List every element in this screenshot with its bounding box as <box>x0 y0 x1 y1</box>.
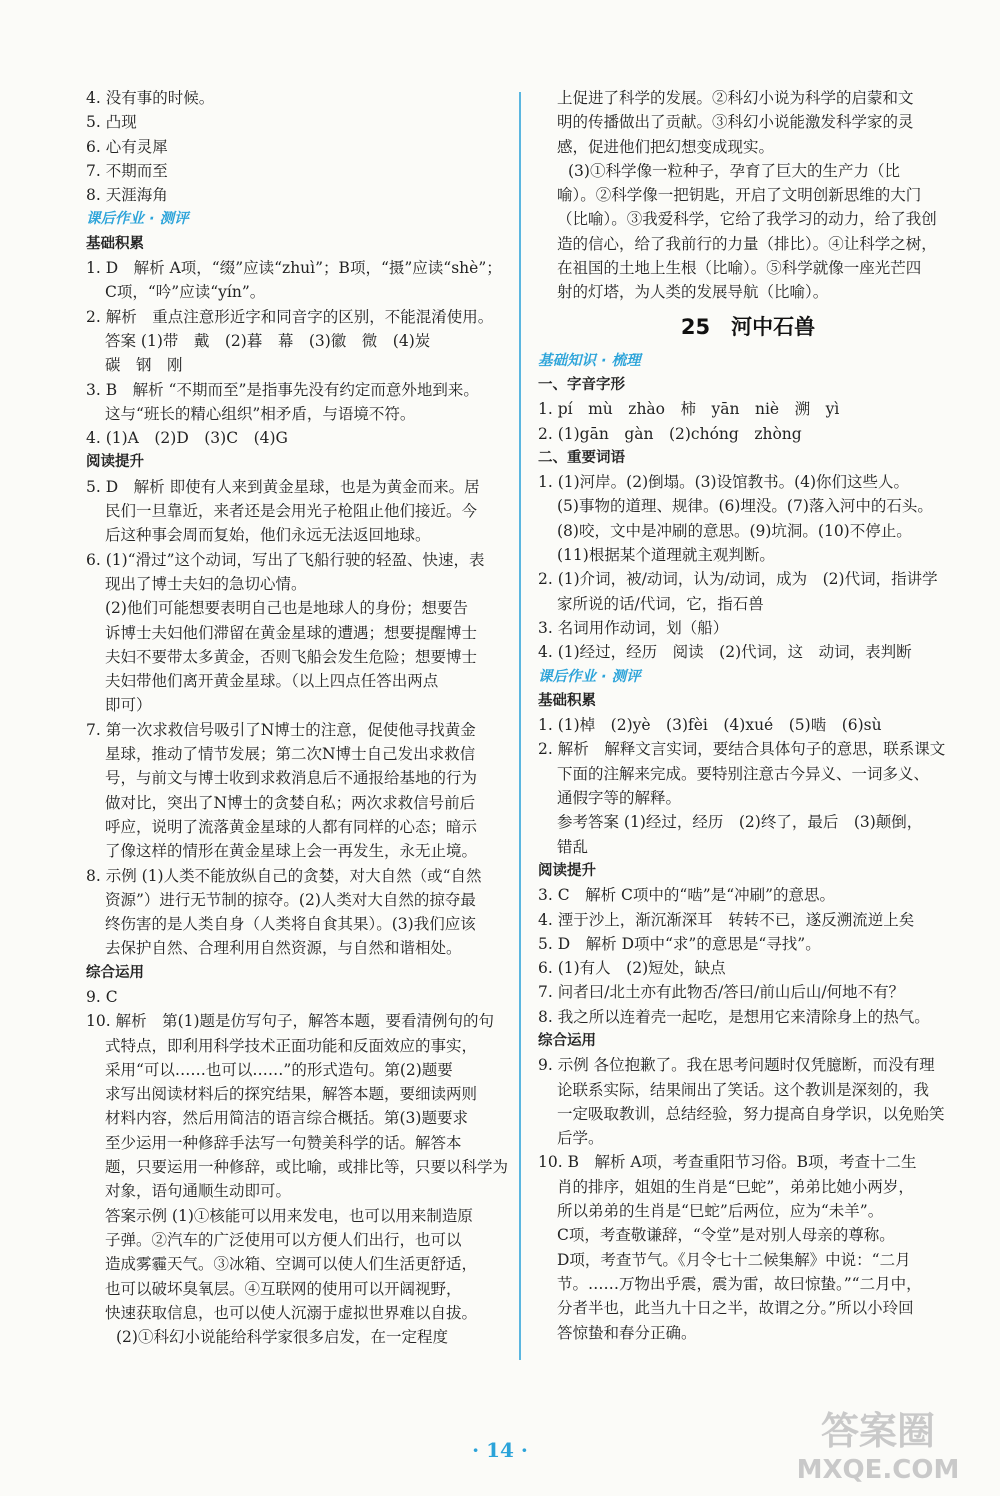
text-line: 在祖国的土地上生根（比喻）。⑤科学就像一座光芒四 <box>557 259 922 278</box>
text-line: 10. B 解析 A项，考查重阳节习俗。B项，考查十二生 <box>538 1153 917 1172</box>
subsection-heading: 综合运用 <box>86 964 144 981</box>
text-line: 1. (1)河岸。(2)倒塌。(3)设馆教书。(4)你们这些人。 <box>538 473 910 492</box>
text-line: 一定吸取教训，总结经验，努力提高自身学识，以免贻笑 <box>557 1104 945 1123</box>
text-line: C项，“吟”应读“yín”。 <box>105 283 266 302</box>
text-line: 造成雾霾天气。③冰箱、空调可以使人们生活更舒适， <box>105 1255 478 1274</box>
text-line: 1. D 解析 A项，“缀”应读“zhuì”；B项，“摄”应读“shè”； <box>86 259 502 278</box>
section-heading: 基础知识 · 梳理 <box>538 352 641 369</box>
text-line: 9. 示例 各位抱歉了。我在思考问题时仅凭臆断，而没有理 <box>538 1056 935 1075</box>
text-line: 通假字等的解释。 <box>557 789 682 808</box>
text-line: 4. (1)A (2)D (3)C (4)G <box>86 429 288 448</box>
text-line: 分者半也，此当九十日之半，故谓之分。”所以小玲回 <box>557 1299 914 1318</box>
text-line: 题，只要运用一种修辞，或比喻，或排比等，只要以科学为 <box>105 1158 509 1177</box>
text-line: 至少运用一种修辞手法写一句赞美科学的话。解答本 <box>105 1133 462 1152</box>
text-line: 求写出阅读材料后的探究结果，解答本题，要细读两则 <box>105 1085 478 1104</box>
text-line: D项，考查节气。《月令七十二候集解》中说：“二月 <box>557 1250 911 1269</box>
text-line: 感，促进他们把幻想变成现实。 <box>557 137 775 156</box>
text-line: 4. 湮于沙上，渐沉渐深耳 转转不已，遂反溯流逆上矣 <box>538 910 915 929</box>
text-line: 5. D 解析 即使有人来到黄金星球，也是为黄金而来。居 <box>86 477 480 496</box>
text-line: 夫妇不要带太多黄金，否则飞船会发生危险；想要博士 <box>105 647 478 666</box>
section-heading: 课后作业 · 测评 <box>86 211 189 228</box>
text-line: 参考答案 (1)经过，经历 (2)终了，最后 (3)颠倒， <box>557 813 923 832</box>
page-number: · 14 · <box>472 1438 528 1462</box>
text-line: 明的传播做出了贡献。③科幻小说能激发科学家的灵 <box>557 113 914 132</box>
watermark-logo <box>778 1398 978 1486</box>
text-line: 1. (1)棹 (2)yè (3)fèi (4)xué (5)啮 (6)sù <box>538 716 882 735</box>
right-column <box>538 86 958 1345</box>
text-line: 错乱 <box>557 837 589 856</box>
watermark-line1: 答案圈 <box>820 1409 936 1453</box>
subsection-heading: 基础积累 <box>538 692 596 709</box>
text-line: 快速获取信息，也可以使人沉溺于虚拟世界难以自拔。 <box>105 1303 478 1322</box>
left-column <box>86 86 509 1349</box>
text-line: (2)①科幻小说能给科学家很多启发，在一定程度 <box>116 1328 448 1347</box>
text-line: 做对比，突出了N博士的贪婪自私；两次求救信号前后 <box>105 793 476 812</box>
text-line: 4. 没有事的时候。 <box>86 89 215 107</box>
text-line: 2. 解析 解释文言实词，要结合具体句子的意思，联系课文 <box>538 740 946 759</box>
text-line: 论联系实际，结果闹出了笑话。这个教训是深刻的，我 <box>557 1080 930 1099</box>
column-divider <box>519 92 521 1360</box>
text-line: 即可） <box>105 696 152 715</box>
text-line: 后这种事会周而复始，他们永远无法返回地球。 <box>105 526 431 545</box>
text-line: 子弹。②汽车的广泛使用可以方便人们出行，也可以 <box>105 1230 462 1249</box>
text-line: 1. pí mù zhào 柿 yān niè 溯 yì <box>538 400 840 419</box>
text-line: 5. 凸现 <box>86 113 137 132</box>
watermark-line2: MXQE.COM <box>796 1455 960 1485</box>
text-line: 所以弟弟的生肖是“巳蛇”后两位，应为“未羊”。 <box>557 1202 884 1221</box>
text-line: 节。……万物出乎震，震为雷，故曰惊蛰。”“二月中， <box>557 1274 922 1293</box>
text-line: (2)他们可能想要表明自己也是地球人的身份；想要告 <box>105 599 468 618</box>
chapter-title: 25 河中石兽 <box>680 314 816 339</box>
text-line: 号，与前文与博士收到求救消息后不通报给基地的行为 <box>105 769 478 788</box>
text-line: 4. (1)经过，经历 阅读 (2)代词，这 动词，表判断 <box>538 643 912 662</box>
subsection-heading: 阅读提升 <box>538 862 596 879</box>
text-line: 答案 (1)带 戴 (2)暮 幕 (3)徽 微 (4)炭 <box>105 331 431 350</box>
text-line: 式特点，即利用科学技术正面功能和反面效应的事实， <box>105 1036 478 1055</box>
text-line: 7. 第一次求救信号吸引了N博士的注意，促使他寻找黄金 <box>86 720 476 739</box>
text-line: 了像这样的情形在黄金星球上会一再发生，永无止境。 <box>105 842 478 861</box>
text-line: 2. 解析 重点注意形近字和同音字的区别，不能混淆使用。 <box>86 307 494 326</box>
text-line: 下面的注解来完成。要特别注意古今异义、一词多义、 <box>557 764 930 783</box>
text-line: 上促进了科学的发展。②科幻小说为科学的启蒙和文 <box>557 89 914 107</box>
text-line: 喻）。②科学像一把钥匙，开启了文明创新思维的大门 <box>557 186 922 205</box>
text-line: 也可以破坏臭氧层。④互联网的使用可以开阔视野， <box>105 1279 462 1298</box>
text-line: (11)根据某个道理就主观判断。 <box>557 546 775 565</box>
text-line: 家所说的话/代词，它，指石兽 <box>557 594 764 613</box>
text-line: 6. 心有灵犀 <box>86 137 168 156</box>
text-line: 星球，推动了情节发展；第二次N博士自己发出求救信 <box>105 745 476 764</box>
text-line: C项，考查敬谦辞，“令堂”是对别人母亲的尊称。 <box>557 1226 895 1245</box>
text-line: 5. D 解析 D项中“求”的意思是“寻找”。 <box>538 934 821 953</box>
text-line: 7. 不期而至 <box>86 161 168 180</box>
subsection-heading: 综合运用 <box>538 1032 596 1049</box>
text-line: 去保护自然、合理利用自然资源，与自然和谐相处。 <box>105 939 462 958</box>
text-line: 7. 问者曰/北土亦有此物否/答曰/前山后山/何地不有？ <box>538 983 905 1002</box>
text-line: 射的灯塔，为人类的发展导航（比喻）。 <box>557 283 829 302</box>
text-line: 诉博士夫妇他们滞留在黄金星球的遭遇；想要提醒博士 <box>105 623 478 642</box>
text-line: 3. C 解析 C项中的“啮”是“冲刷”的意思。 <box>538 886 836 905</box>
text-line: 肖的排序，姐姐的生肖是“巳蛇”，弟弟比她小两岁， <box>557 1177 914 1196</box>
text-line: 8. 示例 (1)人类不能放纵自己的贪婪，对大自然（或“自然 <box>86 866 482 885</box>
text-line: 答案示例 (1)①核能可以用来发电，也可以用来制造原 <box>105 1206 473 1225</box>
subsection-heading: 基础积累 <box>86 235 144 252</box>
text-line: 8. 天涯海角 <box>86 186 168 205</box>
text-line: 现出了博士夫妇的急切心情。 <box>105 574 307 593</box>
text-line: 呼应，说明了流落黄金星球的人都有同样的心态；暗示 <box>105 817 478 836</box>
text-line: (5)事物的道理、规律。(6)埋没。(7)落入河中的石头。 <box>557 497 933 516</box>
text-line: 9. C <box>86 987 118 1006</box>
text-line: 3. 名词用作动词，划（船） <box>538 618 729 637</box>
text-line: 后学。 <box>557 1129 604 1148</box>
text-line: 夫妇带他们离开黄金星球。（以上四点任答出两点 <box>105 672 439 691</box>
text-line: 2. (1)gān gàn (2)chóng zhòng <box>538 424 802 443</box>
text-line: 民们一旦靠近，来者还是会用光子枪阻止他们接近。今 <box>105 502 478 521</box>
text-line: 6. (1)有人 (2)短处，缺点 <box>538 959 726 978</box>
text-line: 这与“班长的精心组织”相矛盾，与语境不符。 <box>105 404 416 423</box>
text-line: 采用“可以……也可以……”的形式造句。第(2)题要 <box>105 1060 453 1079</box>
text-line: 对象，语句通顺生动即可。 <box>105 1182 292 1201</box>
text-line: (3)①科学像一粒种子，孕育了巨大的生产力（比 <box>568 161 900 180</box>
text-line: 10. 解析 第(1)题是仿写句子，解答本题，要看清例句的句 <box>86 1012 495 1031</box>
text-line: 终伤害的是人类自身（人类将自食其果）。(3)我们应该 <box>105 915 476 934</box>
subsection-heading: 阅读提升 <box>86 454 144 471</box>
text-line: 6. (1)“滑过”这个动词，写出了飞船行驶的轻盈、快速，表 <box>86 550 485 569</box>
text-line: 碳 钢 刚 <box>105 356 183 375</box>
text-line: 资源”）进行无节制的掠夺。(2)人类对大自然的掠夺最 <box>105 890 476 909</box>
text-line: （比喻）。③我爱科学，它给了我学习的动力，给了我创 <box>557 210 937 229</box>
text-line: 3. B 解析 “不期而至”是指事先没有约定而意外地到来。 <box>86 380 479 399</box>
text-line: 8. 我之所以连着壳一起吃，是想用它来清除身上的热气。 <box>538 1007 930 1026</box>
text-line: (8)咬，文中是冲刷的意思。(9)坑洞。(10)不停止。 <box>557 521 912 540</box>
section-heading: 课后作业 · 测评 <box>538 668 641 685</box>
text-line: 造的信心，给了我前行的力量（排比）。④让科学之树， <box>557 234 937 253</box>
subsection-heading: 二、重要词语 <box>538 449 625 466</box>
text-line: 答惊蛰和春分正确。 <box>557 1323 697 1342</box>
text-line: 2. (1)介词，被/动词，认为/动词，成为 (2)代词，指讲学 <box>538 570 938 589</box>
text-line: 材料内容，然后用简洁的语言综合概括。第(3)题要求 <box>105 1109 468 1128</box>
subsection-heading: 一、字音字形 <box>538 376 625 393</box>
